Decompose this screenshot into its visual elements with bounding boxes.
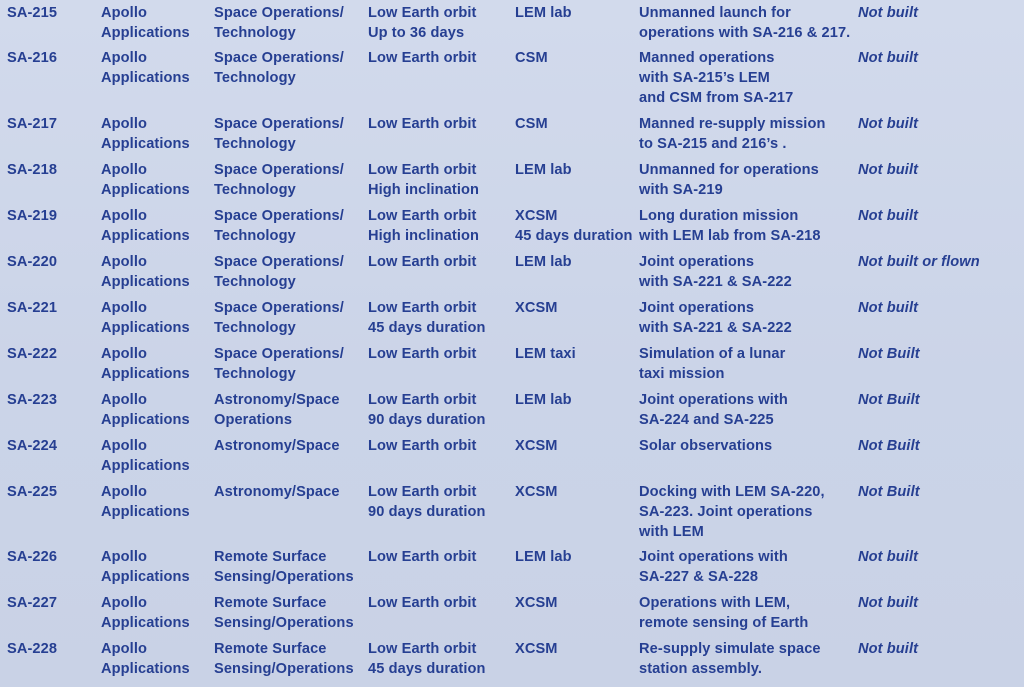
status-cell: Not built <box>858 208 919 224</box>
program-cell-line: Applications <box>101 615 190 631</box>
orbit-cell-line: High inclination <box>368 182 480 198</box>
payload-cell-line: LEM lab <box>515 254 572 270</box>
description-cell <box>639 3 850 43</box>
description-cell-line: to SA-215 and 216’s . <box>639 136 787 152</box>
orbit-cell-line: Low Earth orbit <box>368 484 477 500</box>
program-cell <box>101 482 190 522</box>
description-cell-line: and CSM from SA-217 <box>639 90 794 106</box>
purpose-cell <box>214 114 344 154</box>
purpose-cell-line: Astronomy/Space <box>214 438 340 454</box>
purpose-cell-line: Space Operations/ <box>214 208 344 224</box>
program-cell-line: Apollo <box>101 300 147 316</box>
orbit-cell <box>368 3 477 43</box>
status-cell: Not built <box>858 300 919 316</box>
payload-cell <box>515 547 572 567</box>
description-cell <box>639 206 821 246</box>
purpose-cell <box>214 206 344 246</box>
purpose-cell-line: Sensing/Operations <box>214 661 354 677</box>
description-cell-line: Unmanned launch for <box>639 5 791 21</box>
purpose-cell <box>214 482 340 502</box>
status-cell: Not built <box>858 641 919 657</box>
purpose-cell-line: Technology <box>214 274 296 290</box>
orbit-cell-line: Low Earth orbit <box>368 641 477 657</box>
status-cell: Not built <box>858 50 919 66</box>
purpose-cell <box>214 48 344 88</box>
program-cell <box>101 298 190 338</box>
payload-cell-line: XCSM <box>515 438 558 454</box>
program-cell <box>101 206 190 246</box>
program-cell-line: Apollo <box>101 208 147 224</box>
mission-cell: SA-222 <box>7 346 58 362</box>
purpose-cell-line: Remote Surface <box>214 549 327 565</box>
payload-cell <box>515 3 572 23</box>
status-cell: Not Built <box>858 484 920 500</box>
purpose-cell <box>214 390 340 430</box>
payload-cell <box>515 298 558 318</box>
description-cell <box>639 252 792 292</box>
status-cell: Not built <box>858 549 919 565</box>
payload-cell-line: CSM <box>515 50 548 66</box>
mission-cell: SA-225 <box>7 484 58 500</box>
status-cell: Not Built <box>858 346 920 362</box>
program-cell <box>101 3 190 43</box>
description-cell-line: taxi mission <box>639 366 725 382</box>
description-cell-line: with SA-215’s LEM <box>639 70 770 86</box>
payload-cell <box>515 390 572 410</box>
payload-cell-line: LEM taxi <box>515 346 576 362</box>
program-cell <box>101 48 190 88</box>
orbit-cell <box>368 547 477 567</box>
description-cell-line: with LEM lab from SA-218 <box>639 228 821 244</box>
description-cell <box>639 344 785 384</box>
payload-cell <box>515 206 633 246</box>
program-cell <box>101 593 190 633</box>
description-cell <box>639 436 772 456</box>
payload-cell <box>515 114 548 134</box>
program-cell-line: Applications <box>101 412 190 428</box>
payload-cell-line: LEM lab <box>515 549 572 565</box>
purpose-cell-line: Technology <box>214 182 296 198</box>
orbit-cell-line: Low Earth orbit <box>368 208 477 224</box>
description-cell <box>639 482 825 542</box>
program-cell-line: Applications <box>101 661 190 677</box>
purpose-cell-line: Technology <box>214 136 296 152</box>
purpose-cell-line: Astronomy/Space <box>214 392 340 408</box>
status-cell: Not Built <box>858 438 920 454</box>
payload-cell <box>515 48 548 68</box>
payload-cell-line: CSM <box>515 116 548 132</box>
orbit-cell-line: 45 days duration <box>368 320 486 336</box>
payload-cell <box>515 593 558 613</box>
program-cell-line: Applications <box>101 458 190 474</box>
purpose-cell <box>214 298 344 338</box>
description-cell-line: with LEM <box>639 524 704 540</box>
program-cell-line: Apollo <box>101 549 147 565</box>
mission-cell: SA-223 <box>7 392 58 408</box>
purpose-cell <box>214 3 344 43</box>
orbit-cell <box>368 206 479 246</box>
description-cell-line: Joint operations with <box>639 549 788 565</box>
program-cell-line: Apollo <box>101 116 147 132</box>
status-cell: Not built or flown <box>858 254 980 270</box>
orbit-cell-line: 90 days duration <box>368 412 486 428</box>
description-cell-line: Long duration mission <box>639 208 799 224</box>
payload-cell-line: XCSM <box>515 641 558 657</box>
description-cell <box>639 547 788 587</box>
mission-cell: SA-220 <box>7 254 58 270</box>
purpose-cell-line: Space Operations/ <box>214 5 344 21</box>
orbit-cell-line: Low Earth orbit <box>368 549 477 565</box>
purpose-cell-line: Technology <box>214 228 296 244</box>
purpose-cell-line: Astronomy/Space <box>214 484 340 500</box>
description-cell-line: with SA-219 <box>639 182 723 198</box>
payload-cell <box>515 252 572 272</box>
orbit-cell <box>368 639 486 679</box>
program-cell-line: Apollo <box>101 162 147 178</box>
mission-cell: SA-215 <box>7 5 58 21</box>
payload-cell-line: XCSM <box>515 595 558 611</box>
mission-cell: SA-224 <box>7 438 58 454</box>
program-cell-line: Apollo <box>101 392 147 408</box>
program-cell <box>101 390 190 430</box>
program-cell-line: Apollo <box>101 641 147 657</box>
program-cell-line: Applications <box>101 504 190 520</box>
purpose-cell <box>214 160 344 200</box>
orbit-cell-line: Low Earth orbit <box>368 254 477 270</box>
orbit-cell-line: Low Earth orbit <box>368 595 477 611</box>
purpose-cell-line: Operations <box>214 412 293 428</box>
status-cell: Not built <box>858 162 919 178</box>
orbit-cell-line: Low Earth orbit <box>368 392 477 408</box>
program-cell-line: Applications <box>101 366 190 382</box>
payload-cell-line: LEM lab <box>515 392 572 408</box>
mission-cell: SA-216 <box>7 50 58 66</box>
orbit-cell <box>368 344 477 364</box>
description-cell <box>639 48 793 108</box>
orbit-cell-line: Low Earth orbit <box>368 116 477 132</box>
orbit-cell <box>368 298 486 338</box>
mission-cell: SA-226 <box>7 549 58 565</box>
purpose-cell <box>214 252 344 292</box>
purpose-cell-line: Technology <box>214 25 296 41</box>
purpose-cell-line: Space Operations/ <box>214 50 344 66</box>
orbit-cell <box>368 160 479 200</box>
purpose-cell-line: Space Operations/ <box>214 254 344 270</box>
purpose-cell-line: Space Operations/ <box>214 346 344 362</box>
description-cell-line: Joint operations <box>639 254 755 270</box>
orbit-cell-line: Low Earth orbit <box>368 50 477 66</box>
description-cell-line: Unmanned for operations <box>639 162 819 178</box>
description-cell-line: Joint operations <box>639 300 755 316</box>
program-cell-line: Applications <box>101 320 190 336</box>
description-cell-line: Manned operations <box>639 50 775 66</box>
orbit-cell-line: Low Earth orbit <box>368 438 477 454</box>
payload-cell-line: 45 days duration <box>515 228 633 244</box>
program-cell-line: Apollo <box>101 595 147 611</box>
mission-cell: SA-227 <box>7 595 58 611</box>
status-cell: Not built <box>858 595 919 611</box>
mission-cell: SA-228 <box>7 641 58 657</box>
description-cell-line: operations with SA-216 & 217. <box>639 25 851 41</box>
payload-cell-line: XCSM <box>515 300 558 316</box>
payload-cell <box>515 482 558 502</box>
payload-cell <box>515 639 558 659</box>
payload-cell-line: XCSM <box>515 208 558 224</box>
program-cell <box>101 639 190 679</box>
status-cell: Not built <box>858 5 919 21</box>
program-cell <box>101 252 190 292</box>
description-cell <box>639 114 825 154</box>
program-cell-line: Apollo <box>101 438 147 454</box>
purpose-cell-line: Sensing/Operations <box>214 569 354 585</box>
purpose-cell-line: Sensing/Operations <box>214 615 354 631</box>
description-cell-line: SA-227 & SA-228 <box>639 569 759 585</box>
orbit-cell <box>368 593 477 613</box>
purpose-cell <box>214 436 340 456</box>
program-cell-line: Applications <box>101 70 190 86</box>
purpose-cell-line: Space Operations/ <box>214 162 344 178</box>
description-cell-line: Operations with LEM, <box>639 595 791 611</box>
program-cell-line: Applications <box>101 569 190 585</box>
orbit-cell-line: 45 days duration <box>368 661 486 677</box>
purpose-cell-line: Technology <box>214 366 296 382</box>
purpose-cell-line: Space Operations/ <box>214 116 344 132</box>
description-cell-line: Solar observations <box>639 438 773 454</box>
program-cell-line: Applications <box>101 228 190 244</box>
program-cell-line: Applications <box>101 274 190 290</box>
description-cell-line: Simulation of a lunar <box>639 346 786 362</box>
mission-cell: SA-217 <box>7 116 58 132</box>
orbit-cell <box>368 114 477 134</box>
payload-cell-line: LEM lab <box>515 162 572 178</box>
orbit-cell-line: Low Earth orbit <box>368 5 477 21</box>
orbit-cell-line: Low Earth orbit <box>368 346 477 362</box>
mission-cell: SA-219 <box>7 208 58 224</box>
description-cell <box>639 390 788 430</box>
program-cell-line: Applications <box>101 182 190 198</box>
program-cell-line: Apollo <box>101 346 147 362</box>
mission-cell: SA-218 <box>7 162 58 178</box>
description-cell-line: Manned re-supply mission <box>639 116 826 132</box>
program-cell <box>101 547 190 587</box>
description-cell <box>639 298 792 338</box>
program-cell-line: Applications <box>101 25 190 41</box>
description-cell-line: remote sensing of Earth <box>639 615 809 631</box>
purpose-cell-line: Technology <box>214 320 296 336</box>
orbit-cell <box>368 48 477 68</box>
description-cell-line: Docking with LEM SA-220, <box>639 484 825 500</box>
program-cell <box>101 344 190 384</box>
payload-cell-line: LEM lab <box>515 5 572 21</box>
program-cell-line: Applications <box>101 136 190 152</box>
description-cell-line: SA-223. Joint operations <box>639 504 813 520</box>
program-cell-line: Apollo <box>101 5 147 21</box>
payload-cell-line: XCSM <box>515 484 558 500</box>
purpose-cell-line: Remote Surface <box>214 641 327 657</box>
program-cell-line: Apollo <box>101 484 147 500</box>
program-cell-line: Apollo <box>101 254 147 270</box>
purpose-cell-line: Technology <box>214 70 296 86</box>
description-cell-line: station assembly. <box>639 661 763 677</box>
purpose-cell <box>214 547 354 587</box>
purpose-cell <box>214 639 354 679</box>
mission-cell: SA-221 <box>7 300 58 316</box>
program-cell <box>101 114 190 154</box>
description-cell-line: Re-supply simulate space <box>639 641 821 657</box>
orbit-cell-line: High inclination <box>368 228 480 244</box>
description-cell <box>639 593 808 633</box>
status-cell: Not Built <box>858 392 920 408</box>
program-cell-line: Apollo <box>101 50 147 66</box>
orbit-cell <box>368 436 477 456</box>
status-cell: Not built <box>858 116 919 132</box>
description-cell-line: with SA-221 & SA-222 <box>639 274 792 290</box>
orbit-cell-line: 90 days duration <box>368 504 486 520</box>
purpose-cell <box>214 344 344 384</box>
purpose-cell <box>214 593 354 633</box>
description-cell-line: SA-224 and SA-225 <box>639 412 774 428</box>
orbit-cell <box>368 252 477 272</box>
program-cell <box>101 436 190 476</box>
payload-cell <box>515 436 558 456</box>
purpose-cell-line: Space Operations/ <box>214 300 344 316</box>
program-cell <box>101 160 190 200</box>
payload-cell <box>515 160 572 180</box>
description-cell-line: Joint operations with <box>639 392 788 408</box>
description-cell-line: with SA-221 & SA-222 <box>639 320 792 336</box>
purpose-cell-line: Remote Surface <box>214 595 327 611</box>
payload-cell <box>515 344 576 364</box>
description-cell <box>639 639 821 679</box>
orbit-cell-line: Up to 36 days <box>368 25 465 41</box>
description-cell <box>639 160 819 200</box>
orbit-cell-line: Low Earth orbit <box>368 300 477 316</box>
orbit-cell <box>368 482 486 522</box>
orbit-cell <box>368 390 486 430</box>
orbit-cell-line: Low Earth orbit <box>368 162 477 178</box>
